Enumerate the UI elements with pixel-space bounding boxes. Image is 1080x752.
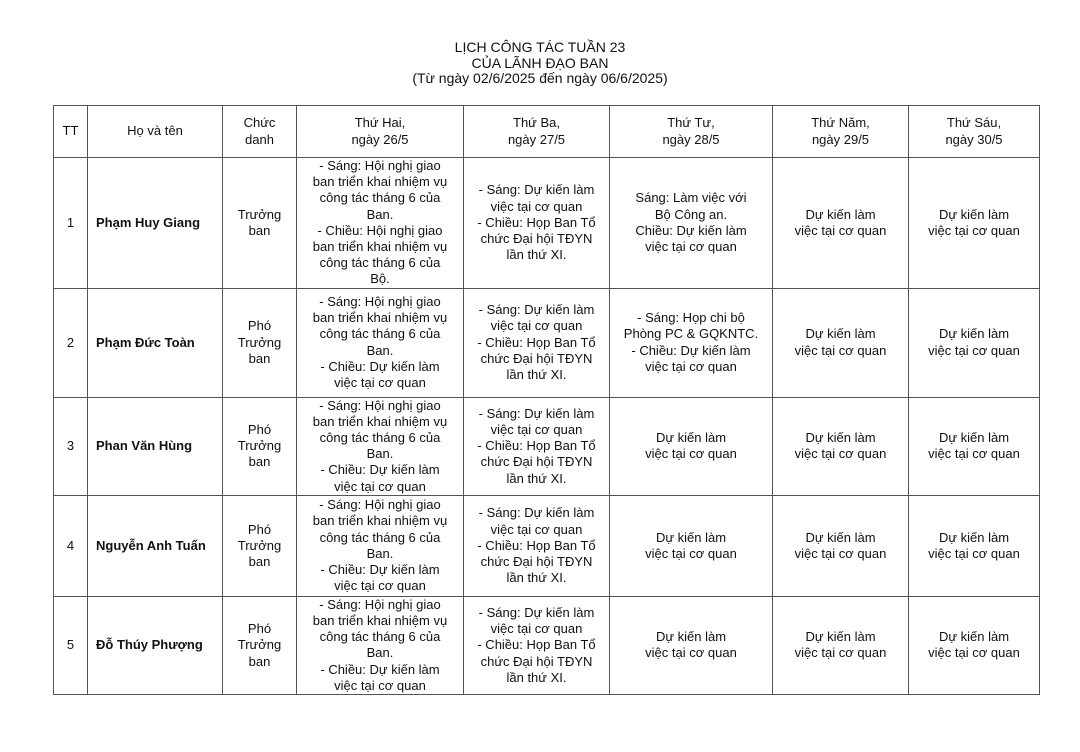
- header-cell-friday: Thứ Sáu, ngày 30/5: [909, 106, 1040, 158]
- person-name: Phan Văn Hùng: [88, 397, 223, 495]
- wednesday-schedule: Sáng: Làm việc với Bộ Công an. Chiều: Dự kiến làm việc tại cơ quan: [610, 158, 773, 289]
- table-row: [54, 397, 1040, 495]
- friday-schedule: Dự kiến làm việc tại cơ quan: [909, 495, 1040, 596]
- schedule-table: [53, 105, 1040, 695]
- header-cell-tt: TT: [54, 106, 88, 158]
- wednesday-schedule: Dự kiến làm việc tại cơ quan: [610, 495, 773, 596]
- thursday-schedule: Dự kiến làm việc tại cơ quan: [773, 158, 909, 289]
- wednesday-schedule: - Sáng: Họp chi bộ Phòng PC & GQKNTC. - Chiều: Dự kiến làm việc tại cơ quan: [610, 288, 773, 397]
- monday-schedule: - Sáng: Hội nghị giao ban triển khai nhiệm vụ công tác tháng 6 của Ban. - Chiều: Dự kiến làm việc tại cơ quan: [297, 596, 464, 694]
- tuesday-schedule: - Sáng: Dự kiến làm việc tại cơ quan - Chiều: Họp Ban Tổ chức Đại hội TĐYN lần thứ XI.: [464, 288, 610, 397]
- person-name: Nguyễn Anh Tuấn: [88, 495, 223, 596]
- thursday-schedule: Dự kiến làm việc tại cơ quan: [773, 495, 909, 596]
- monday-schedule: - Sáng: Hội nghị giao ban triển khai nhiệm vụ công tác tháng 6 của Ban. - Chiều: Dự kiến làm việc tại cơ quan: [297, 495, 464, 596]
- wednesday-schedule: Dự kiến làm việc tại cơ quan: [610, 397, 773, 495]
- thursday-schedule: Dự kiến làm việc tại cơ quan: [773, 288, 909, 397]
- header-cell-position: Chức danh: [223, 106, 297, 158]
- person-name: Phạm Huy Giang: [88, 158, 223, 289]
- friday-schedule: Dự kiến làm việc tại cơ quan: [909, 158, 1040, 289]
- title-line-3: (Từ ngày 02/6/2025 đến ngày 06/6/2025): [412, 70, 668, 86]
- document-title: [0, 40, 1080, 87]
- tuesday-schedule: - Sáng: Dự kiến làm việc tại cơ quan - Chiều: Họp Ban Tổ chức Đại hội TĐYN lần thứ XI.: [464, 158, 610, 289]
- person-position: Trưởng ban: [223, 158, 297, 289]
- row-number: 5: [54, 596, 88, 694]
- header-cell-thursday: Thứ Năm, ngày 29/5: [773, 106, 909, 158]
- monday-schedule: - Sáng: Hội nghị giao ban triển khai nhiệm vụ công tác tháng 6 của Ban. - Chiều: Hội nghị giao ban triển khai nhiệm vụ công tác tháng 6 của Bộ.: [297, 158, 464, 289]
- friday-schedule: Dự kiến làm việc tại cơ quan: [909, 397, 1040, 495]
- tuesday-schedule: - Sáng: Dự kiến làm việc tại cơ quan - Chiều: Họp Ban Tổ chức Đại hội TĐYN lần thứ XI.: [464, 397, 610, 495]
- person-position: Phó Trưởng ban: [223, 495, 297, 596]
- wednesday-schedule: Dự kiến làm việc tại cơ quan: [610, 596, 773, 694]
- row-number: 1: [54, 158, 88, 289]
- title-line-1: LỊCH CÔNG TÁC TUẦN 23: [454, 39, 626, 55]
- title-line-2: CỦA LÃNH ĐẠO BAN: [471, 54, 609, 71]
- header-cell-wednesday: Thứ Tư, ngày 28/5: [610, 106, 773, 158]
- person-position: Phó Trưởng ban: [223, 397, 297, 495]
- person-position: Phó Trưởng ban: [223, 596, 297, 694]
- row-number: 2: [54, 288, 88, 397]
- tuesday-schedule: - Sáng: Dự kiến làm việc tại cơ quan - Chiều: Họp Ban Tổ chức Đại hội TĐYN lần thứ XI.: [464, 596, 610, 694]
- friday-schedule: Dự kiến làm việc tại cơ quan: [909, 596, 1040, 694]
- header-cell-name: Họ và tên: [88, 106, 223, 158]
- friday-schedule: Dự kiến làm việc tại cơ quan: [909, 288, 1040, 397]
- header-cell-monday: Thứ Hai, ngày 26/5: [297, 106, 464, 158]
- thursday-schedule: Dự kiến làm việc tại cơ quan: [773, 596, 909, 694]
- header-row: [54, 106, 1040, 158]
- thursday-schedule: Dự kiến làm việc tại cơ quan: [773, 397, 909, 495]
- monday-schedule: - Sáng: Hội nghị giao ban triển khai nhiệm vụ công tác tháng 6 của Ban. - Chiều: Dự kiến làm việc tại cơ quan: [297, 397, 464, 495]
- row-number: 4: [54, 495, 88, 596]
- row-number: 3: [54, 397, 88, 495]
- person-position: Phó Trưởng ban: [223, 288, 297, 397]
- table-row: [54, 288, 1040, 397]
- monday-schedule: - Sáng: Hội nghị giao ban triển khai nhiệm vụ công tác tháng 6 của Ban. - Chiều: Dự kiến làm việc tại cơ quan: [297, 288, 464, 397]
- person-name: Đỗ Thúy Phượng: [88, 596, 223, 694]
- table-row: [54, 158, 1040, 289]
- header-cell-tuesday: Thứ Ba, ngày 27/5: [464, 106, 610, 158]
- table-row: [54, 495, 1040, 596]
- tuesday-schedule: - Sáng: Dự kiến làm việc tại cơ quan - Chiều: Họp Ban Tổ chức Đại hội TĐYN lần thứ XI.: [464, 495, 610, 596]
- person-name: Phạm Đức Toàn: [88, 288, 223, 397]
- table-row: [54, 596, 1040, 694]
